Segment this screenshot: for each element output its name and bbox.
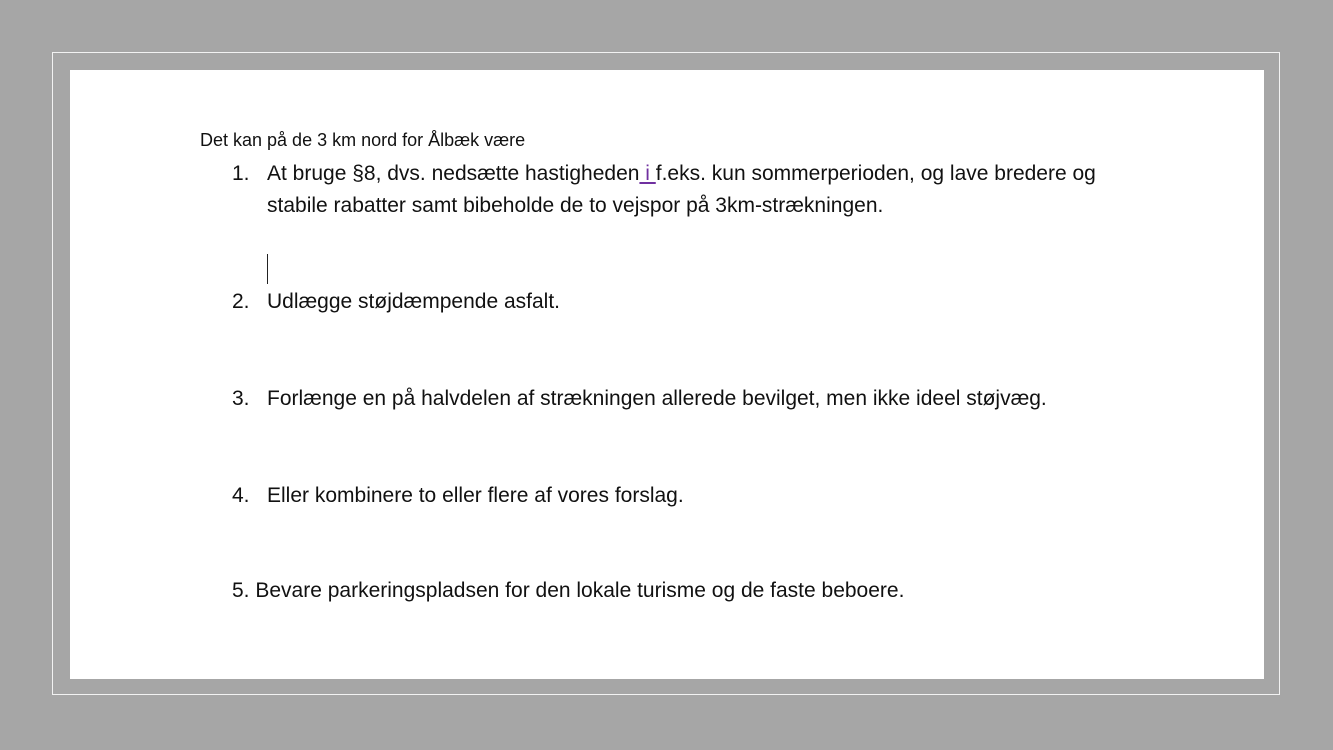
- list-text: Bevare parkeringspladsen for den lokale turisme og de faste beboere.: [255, 579, 905, 602]
- tracked-insertion: i: [639, 162, 656, 185]
- list-text-part: f.eks. kun sommerperioden, og lave bredere og stabile rabatter samt bibeholde de to vejspor på 3km-strækningen.: [267, 162, 1096, 217]
- document-page: [70, 70, 1264, 679]
- list-item-5: [232, 575, 904, 607]
- list-number: 5.: [232, 579, 250, 602]
- list-text-part: At bruge §8, dvs. nedsætte hastigheden: [267, 162, 640, 185]
- list-text: Forlænge en på halvdelen af strækningen allerede bevilget, men ikke ideel støjvæg.: [267, 387, 1047, 410]
- list-number: 3.: [232, 387, 250, 410]
- list-text: [267, 158, 1127, 222]
- list-text: Udlægge støjdæmpende asfalt.: [267, 290, 560, 313]
- intro-text: Det kan på de 3 km nord for Ålbæk være: [200, 130, 526, 150]
- list-number: 2.: [232, 290, 250, 313]
- list-number: 1.: [232, 162, 250, 185]
- text-cursor: [267, 254, 268, 284]
- list-number: 4.: [232, 484, 250, 507]
- list-text: Eller kombinere to eller flere af vores forslag.: [267, 484, 684, 507]
